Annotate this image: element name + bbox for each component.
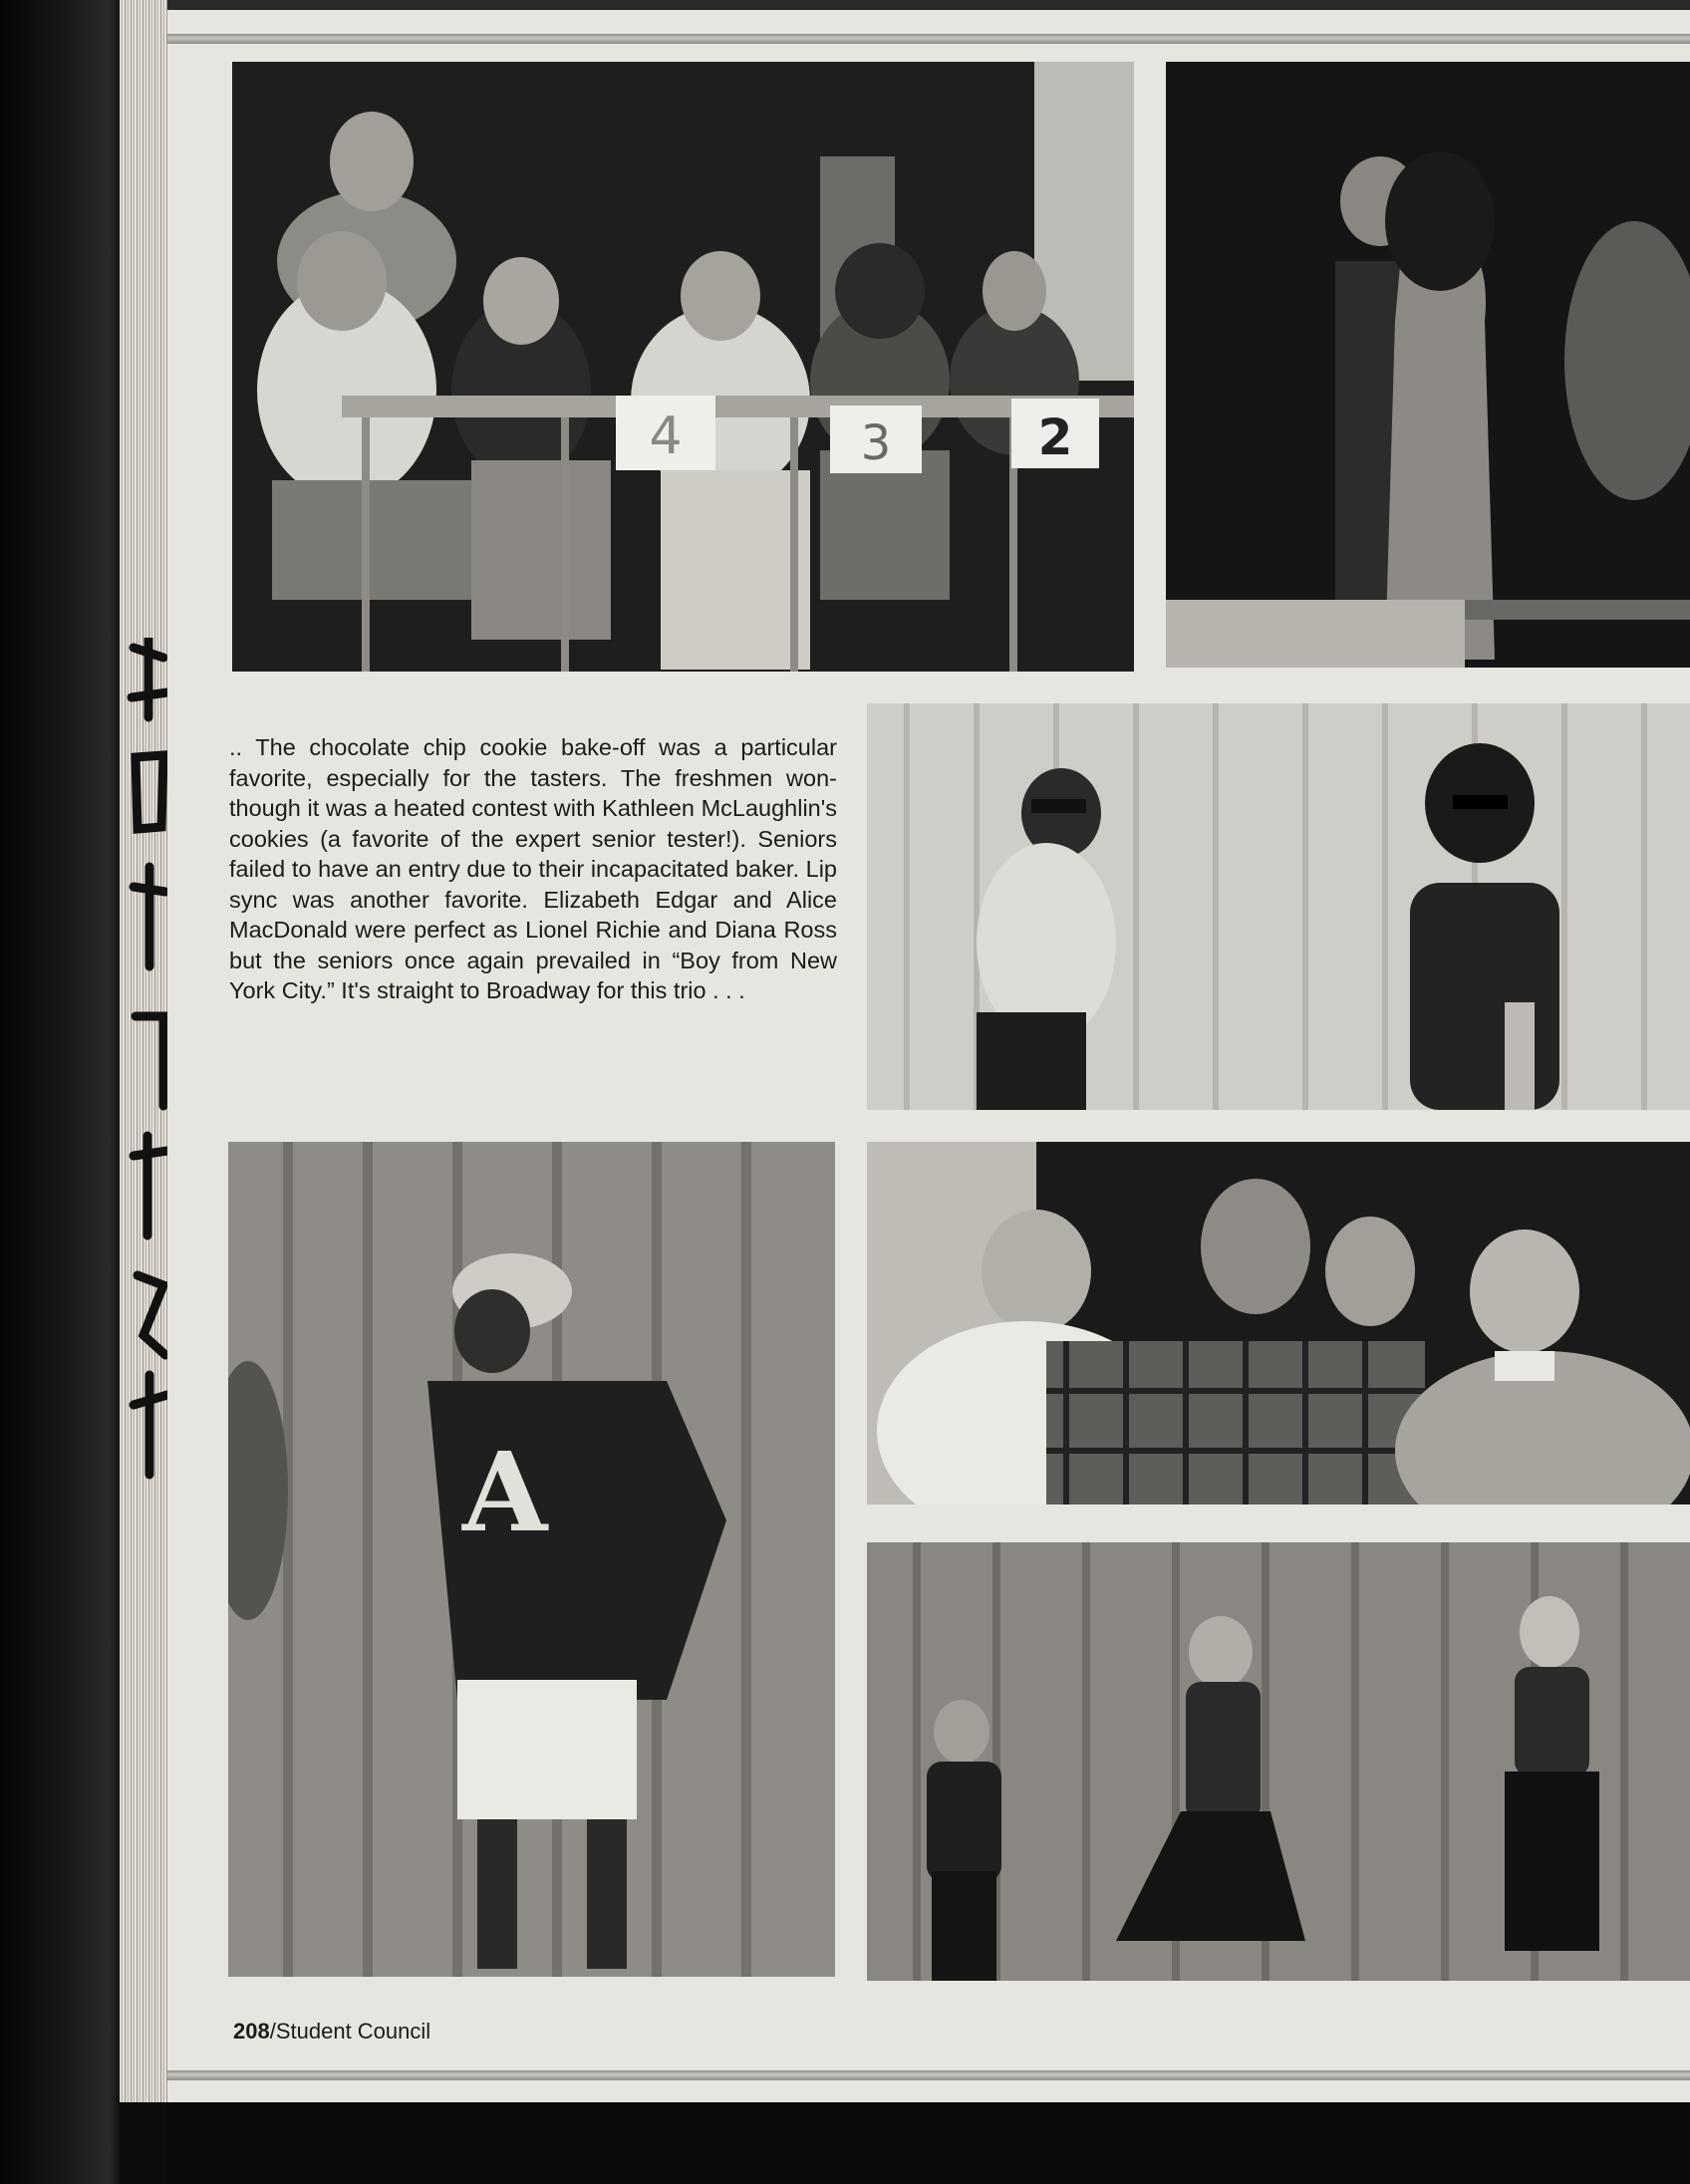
book-spine — [0, 0, 120, 2184]
photo-lipsync-pair — [867, 703, 1690, 1110]
top-rule — [167, 34, 1690, 44]
photo-three-dancers — [867, 1542, 1690, 1981]
page-number: 208 — [233, 2019, 270, 2044]
sign-2: 2 — [1037, 409, 1073, 466]
photo-a-sweater-performer — [228, 1142, 835, 1977]
sweater-letter: A — [462, 1428, 548, 1556]
yearbook-page — [167, 0, 1690, 2102]
bottom-shadow — [167, 2102, 1690, 2184]
photo-group-smiling — [867, 1142, 1690, 1504]
photo-stage-couple — [1166, 62, 1690, 668]
section-name: Student Council — [275, 2019, 431, 2044]
page-top-band — [167, 0, 1690, 10]
caption-text: .. The chocolate chip cookie bake-off was a particular favorite, especially for the tasters. The freshmen won-though it was a heated contest with Kathleen McLaughlin's cookies (a favorite of the expert senior tester!). Seniors failed to have an entry due to their incapacitated baker. Lip sync was another favorite. Elizabeth Edgar and Alice MacDonald were perfect as Lionel Richie and Diana Ross but the seniors once again prevailed in “Boy from New York City.” It's straight to Broadway for this trio . . . — [229, 734, 837, 1003]
page-folio — [233, 2019, 430, 2045]
sign-3: 3 — [860, 415, 892, 471]
bottom-rule — [167, 2070, 1690, 2080]
photo-bakeoff-judges — [232, 62, 1134, 672]
sign-4: 4 — [649, 407, 683, 466]
folio-separator: / — [269, 2019, 276, 2044]
